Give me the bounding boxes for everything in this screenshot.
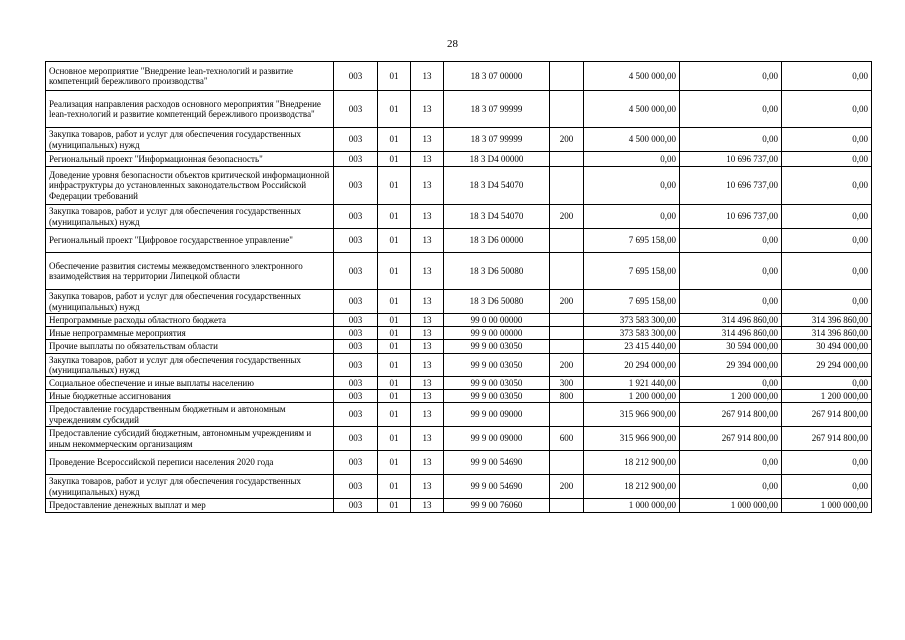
cell-section: 01 xyxy=(378,205,411,229)
cell-amount-year2: 10 696 737,00 xyxy=(680,167,782,205)
budget-table xyxy=(45,61,872,513)
cell-target-article: 18 3 D6 50080 xyxy=(444,253,550,290)
cell-amount-year1: 0,00 xyxy=(584,167,680,205)
cell-amount-year3: 0,00 xyxy=(782,205,872,229)
cell-amount-year3: 29 294 000,00 xyxy=(782,354,872,377)
cell-name: Доведение уровня безопасности объектов критической информационной инфраструктуры до установленных законодательством Российской Федерации требований xyxy=(46,167,334,205)
cell-amount-year2: 0,00 xyxy=(680,290,782,314)
cell-amount-year3: 0,00 xyxy=(782,253,872,290)
page-number: 28 xyxy=(447,38,458,50)
cell-subsection: 13 xyxy=(411,427,444,451)
table-row xyxy=(46,152,872,167)
cell-expense-type xyxy=(550,451,584,475)
cell-ministry: 003 xyxy=(334,91,378,128)
cell-target-article: 18 3 D6 50080 xyxy=(444,290,550,314)
cell-amount-year2: 1 000 000,00 xyxy=(680,499,782,513)
cell-name: Социальное обеспечение и иные выплаты населению xyxy=(46,377,334,390)
cell-target-article: 18 3 07 99999 xyxy=(444,128,550,152)
cell-section: 01 xyxy=(378,290,411,314)
cell-target-article: 99 9 00 09000 xyxy=(444,403,550,427)
cell-subsection: 13 xyxy=(411,377,444,390)
cell-subsection: 13 xyxy=(411,152,444,167)
cell-target-article: 99 9 00 03050 xyxy=(444,354,550,377)
cell-expense-type xyxy=(550,340,584,354)
table-row xyxy=(46,290,872,314)
table-row xyxy=(46,451,872,475)
cell-expense-type xyxy=(550,403,584,427)
cell-amount-year3: 1 000 000,00 xyxy=(782,499,872,513)
cell-amount-year3: 0,00 xyxy=(782,128,872,152)
cell-expense-type xyxy=(550,327,584,340)
cell-section: 01 xyxy=(378,377,411,390)
cell-name: Региональный проект "Цифровое государственное управление" xyxy=(46,229,334,253)
table-row xyxy=(46,327,872,340)
cell-expense-type: 300 xyxy=(550,377,584,390)
cell-target-article: 99 0 00 00000 xyxy=(444,314,550,327)
cell-subsection: 13 xyxy=(411,327,444,340)
table-row xyxy=(46,128,872,152)
cell-section: 01 xyxy=(378,499,411,513)
cell-amount-year3: 0,00 xyxy=(782,167,872,205)
cell-expense-type: 600 xyxy=(550,427,584,451)
cell-ministry: 003 xyxy=(334,62,378,91)
cell-amount-year2: 0,00 xyxy=(680,229,782,253)
table-row xyxy=(46,427,872,451)
cell-name: Предоставление денежных выплат и мер xyxy=(46,499,334,513)
cell-expense-type xyxy=(550,91,584,128)
cell-ministry: 003 xyxy=(334,377,378,390)
table-row xyxy=(46,91,872,128)
cell-subsection: 13 xyxy=(411,128,444,152)
cell-subsection: 13 xyxy=(411,403,444,427)
cell-name: Закупка товаров, работ и услуг для обеспечения государственных (муниципальных) нужд xyxy=(46,205,334,229)
cell-target-article: 99 9 00 76060 xyxy=(444,499,550,513)
cell-section: 01 xyxy=(378,229,411,253)
cell-amount-year1: 373 583 300,00 xyxy=(584,314,680,327)
cell-amount-year1: 1 200 000,00 xyxy=(584,390,680,403)
table-row xyxy=(46,354,872,377)
cell-name: Иные непрограммные мероприятия xyxy=(46,327,334,340)
cell-amount-year1: 0,00 xyxy=(584,152,680,167)
cell-amount-year1: 4 500 000,00 xyxy=(584,128,680,152)
cell-amount-year1: 23 415 440,00 xyxy=(584,340,680,354)
cell-amount-year1: 4 500 000,00 xyxy=(584,62,680,91)
cell-amount-year3: 0,00 xyxy=(782,152,872,167)
cell-amount-year1: 18 212 900,00 xyxy=(584,451,680,475)
cell-target-article: 18 3 D4 54070 xyxy=(444,167,550,205)
cell-expense-type xyxy=(550,253,584,290)
cell-amount-year1: 1 000 000,00 xyxy=(584,499,680,513)
cell-ministry: 003 xyxy=(334,128,378,152)
cell-amount-year3: 0,00 xyxy=(782,451,872,475)
cell-amount-year3: 267 914 800,00 xyxy=(782,427,872,451)
cell-amount-year3: 314 396 860,00 xyxy=(782,327,872,340)
cell-expense-type: 200 xyxy=(550,205,584,229)
cell-target-article: 99 9 00 00000 xyxy=(444,327,550,340)
cell-target-article: 18 3 D4 00000 xyxy=(444,152,550,167)
cell-target-article: 99 9 00 03050 xyxy=(444,390,550,403)
cell-expense-type: 200 xyxy=(550,290,584,314)
cell-section: 01 xyxy=(378,427,411,451)
cell-ministry: 003 xyxy=(334,499,378,513)
cell-amount-year2: 10 696 737,00 xyxy=(680,205,782,229)
cell-target-article: 18 3 D4 54070 xyxy=(444,205,550,229)
cell-amount-year3: 1 200 000,00 xyxy=(782,390,872,403)
cell-section: 01 xyxy=(378,475,411,499)
cell-expense-type xyxy=(550,314,584,327)
cell-section: 01 xyxy=(378,327,411,340)
cell-subsection: 13 xyxy=(411,62,444,91)
cell-amount-year2: 10 696 737,00 xyxy=(680,152,782,167)
table-row xyxy=(46,390,872,403)
table-row xyxy=(46,340,872,354)
cell-subsection: 13 xyxy=(411,354,444,377)
cell-subsection: 13 xyxy=(411,229,444,253)
cell-ministry: 003 xyxy=(334,451,378,475)
cell-amount-year3: 0,00 xyxy=(782,475,872,499)
cell-ministry: 003 xyxy=(334,427,378,451)
cell-amount-year1: 7 695 158,00 xyxy=(584,290,680,314)
cell-subsection: 13 xyxy=(411,390,444,403)
cell-ministry: 003 xyxy=(334,475,378,499)
cell-target-article: 99 9 00 03050 xyxy=(444,340,550,354)
cell-name: Предоставление субсидий бюджетным, автономным учреждениям и иным некоммерческим организациям xyxy=(46,427,334,451)
cell-amount-year2: 0,00 xyxy=(680,475,782,499)
cell-section: 01 xyxy=(378,62,411,91)
cell-ministry: 003 xyxy=(334,390,378,403)
table-row xyxy=(46,403,872,427)
cell-amount-year3: 0,00 xyxy=(782,290,872,314)
cell-amount-year2: 0,00 xyxy=(680,62,782,91)
cell-amount-year3: 0,00 xyxy=(782,377,872,390)
cell-ministry: 003 xyxy=(334,354,378,377)
cell-section: 01 xyxy=(378,451,411,475)
cell-section: 01 xyxy=(378,354,411,377)
cell-expense-type: 200 xyxy=(550,354,584,377)
cell-expense-type xyxy=(550,499,584,513)
cell-target-article: 99 9 00 03050 xyxy=(444,377,550,390)
cell-name: Закупка товаров, работ и услуг для обеспечения государственных (муниципальных) нужд xyxy=(46,475,334,499)
cell-target-article: 18 3 07 99999 xyxy=(444,91,550,128)
budget-table-body xyxy=(46,62,872,513)
cell-subsection: 13 xyxy=(411,91,444,128)
table-row xyxy=(46,253,872,290)
cell-amount-year2: 0,00 xyxy=(680,451,782,475)
cell-expense-type: 800 xyxy=(550,390,584,403)
cell-ministry: 003 xyxy=(334,205,378,229)
cell-amount-year2: 29 394 000,00 xyxy=(680,354,782,377)
cell-amount-year1: 20 294 000,00 xyxy=(584,354,680,377)
cell-ministry: 003 xyxy=(334,340,378,354)
cell-expense-type xyxy=(550,167,584,205)
cell-amount-year3: 267 914 800,00 xyxy=(782,403,872,427)
cell-subsection: 13 xyxy=(411,451,444,475)
table-row xyxy=(46,62,872,91)
cell-amount-year1: 315 966 900,00 xyxy=(584,427,680,451)
cell-expense-type xyxy=(550,229,584,253)
table-row xyxy=(46,499,872,513)
cell-ministry: 003 xyxy=(334,229,378,253)
cell-target-article: 99 9 00 54690 xyxy=(444,475,550,499)
cell-expense-type: 200 xyxy=(550,128,584,152)
cell-section: 01 xyxy=(378,128,411,152)
cell-amount-year1: 0,00 xyxy=(584,205,680,229)
cell-expense-type: 200 xyxy=(550,475,584,499)
cell-amount-year2: 0,00 xyxy=(680,91,782,128)
cell-amount-year1: 373 583 300,00 xyxy=(584,327,680,340)
cell-amount-year1: 4 500 000,00 xyxy=(584,91,680,128)
cell-name: Обеспечение развития системы межведомственного электронного взаимодействия на территории Липецкой области xyxy=(46,253,334,290)
cell-amount-year2: 267 914 800,00 xyxy=(680,403,782,427)
cell-amount-year3: 30 494 000,00 xyxy=(782,340,872,354)
cell-name: Региональный проект "Информационная безопасность" xyxy=(46,152,334,167)
cell-target-article: 18 3 D6 00000 xyxy=(444,229,550,253)
cell-amount-year2: 267 914 800,00 xyxy=(680,427,782,451)
cell-ministry: 003 xyxy=(334,253,378,290)
cell-amount-year3: 0,00 xyxy=(782,91,872,128)
cell-ministry: 003 xyxy=(334,327,378,340)
cell-target-article: 99 9 00 09000 xyxy=(444,427,550,451)
cell-name: Основное мероприятие "Внедрение lean-технологий и развитие компетенций бережливого производства" xyxy=(46,62,334,91)
cell-amount-year1: 315 966 900,00 xyxy=(584,403,680,427)
cell-name: Закупка товаров, работ и услуг для обеспечения государственных (муниципальных) нужд xyxy=(46,290,334,314)
cell-name: Закупка товаров, работ и услуг для обеспечения государственных (муниципальных) нужд xyxy=(46,128,334,152)
cell-subsection: 13 xyxy=(411,314,444,327)
cell-amount-year2: 314 496 860,00 xyxy=(680,327,782,340)
cell-amount-year3: 314 396 860,00 xyxy=(782,314,872,327)
cell-amount-year2: 0,00 xyxy=(680,253,782,290)
cell-subsection: 13 xyxy=(411,499,444,513)
table-row xyxy=(46,475,872,499)
cell-amount-year2: 30 594 000,00 xyxy=(680,340,782,354)
cell-amount-year2: 1 200 000,00 xyxy=(680,390,782,403)
cell-ministry: 003 xyxy=(334,167,378,205)
cell-name: Прочие выплаты по обязательствам области xyxy=(46,340,334,354)
cell-section: 01 xyxy=(378,152,411,167)
cell-amount-year2: 0,00 xyxy=(680,377,782,390)
cell-section: 01 xyxy=(378,91,411,128)
cell-amount-year1: 7 695 158,00 xyxy=(584,253,680,290)
cell-target-article: 18 3 07 00000 xyxy=(444,62,550,91)
cell-amount-year3: 0,00 xyxy=(782,229,872,253)
cell-amount-year1: 7 695 158,00 xyxy=(584,229,680,253)
cell-target-article: 99 9 00 54690 xyxy=(444,451,550,475)
cell-name: Реализация направления расходов основного мероприятия "Внедрение lean-технологий и развитие компетенций бережливого производства" xyxy=(46,91,334,128)
cell-section: 01 xyxy=(378,390,411,403)
cell-name: Закупка товаров, работ и услуг для обеспечения государственных (муниципальных) нужд xyxy=(46,354,334,377)
cell-section: 01 xyxy=(378,167,411,205)
table-row xyxy=(46,229,872,253)
table-row xyxy=(46,167,872,205)
cell-name: Проведение Всероссийской переписи населения 2020 года xyxy=(46,451,334,475)
cell-ministry: 003 xyxy=(334,403,378,427)
cell-section: 01 xyxy=(378,340,411,354)
cell-ministry: 003 xyxy=(334,314,378,327)
cell-subsection: 13 xyxy=(411,340,444,354)
cell-subsection: 13 xyxy=(411,205,444,229)
table-row xyxy=(46,314,872,327)
cell-section: 01 xyxy=(378,403,411,427)
cell-ministry: 003 xyxy=(334,152,378,167)
cell-name: Предоставление государственным бюджетным и автономным учреждениям субсидий xyxy=(46,403,334,427)
cell-subsection: 13 xyxy=(411,253,444,290)
cell-amount-year2: 0,00 xyxy=(680,128,782,152)
cell-subsection: 13 xyxy=(411,475,444,499)
cell-section: 01 xyxy=(378,314,411,327)
cell-ministry: 003 xyxy=(334,290,378,314)
cell-amount-year2: 314 496 860,00 xyxy=(680,314,782,327)
cell-subsection: 13 xyxy=(411,290,444,314)
table-row xyxy=(46,377,872,390)
cell-name: Иные бюджетные ассигнования xyxy=(46,390,334,403)
cell-subsection: 13 xyxy=(411,167,444,205)
cell-section: 01 xyxy=(378,253,411,290)
cell-expense-type xyxy=(550,62,584,91)
cell-amount-year1: 1 921 440,00 xyxy=(584,377,680,390)
cell-expense-type xyxy=(550,152,584,167)
table-row xyxy=(46,205,872,229)
cell-name: Непрограммные расходы областного бюджета xyxy=(46,314,334,327)
cell-amount-year3: 0,00 xyxy=(782,62,872,91)
cell-amount-year1: 18 212 900,00 xyxy=(584,475,680,499)
